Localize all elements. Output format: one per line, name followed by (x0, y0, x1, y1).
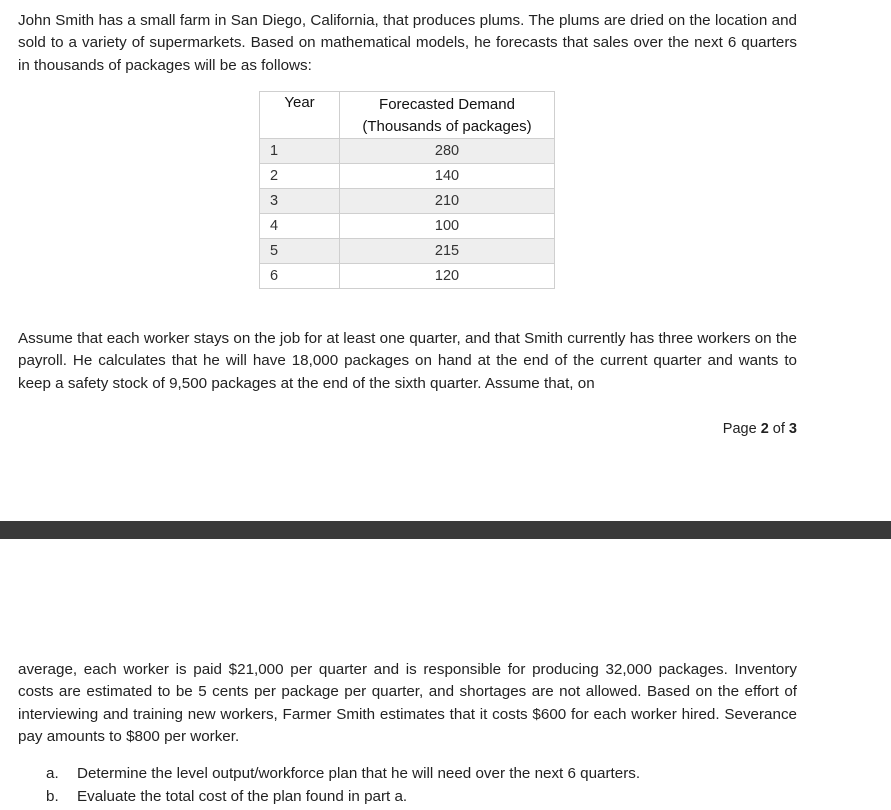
year-cell: 4 (260, 214, 340, 239)
year-cell: 6 (260, 264, 340, 289)
demand-cell: 280 (340, 139, 555, 164)
page-current: 2 (760, 421, 769, 437)
demand-cell: 120 (340, 264, 555, 289)
header-demand-line2: (Thousands of packages) (362, 118, 532, 135)
continuation-paragraph: average, each worker is paid $21,000 per quarter and is responsible for producing 32,000 packages. Inventory costs are estimated to be 5 cents per package per quarter, and shortages are not allowed. Based on the effort of interviewing and training new workers, Farmer Smith estimates that it costs $600 for each worker hired. Severance pay amounts to $800 per worker. (18, 661, 797, 745)
page-total: 3 (788, 421, 797, 437)
year-cell: 5 (260, 239, 340, 264)
document-page-bottom (0, 539, 891, 810)
question-text: Determine the level output/workforce plan that he will need over the next 6 quarters. (77, 765, 641, 782)
table-row (260, 139, 555, 164)
year-cell: 1 (260, 139, 340, 164)
year-cell: 2 (260, 164, 340, 189)
table-row (260, 264, 555, 289)
list-item (46, 763, 806, 786)
demand-cell: 140 (340, 164, 555, 189)
table-row (260, 164, 555, 189)
list-item (46, 786, 806, 809)
list-marker: b. (46, 787, 59, 805)
page-of: of (772, 421, 785, 437)
table-row (260, 214, 555, 239)
list-marker: a. (46, 765, 59, 782)
header-demand-line1: Forecasted Demand (379, 96, 515, 113)
question-list (46, 763, 806, 808)
page-label: Page (722, 421, 757, 437)
table-header-row (260, 92, 555, 139)
demand-cell: 210 (340, 189, 555, 214)
demand-cell: 100 (340, 214, 555, 239)
table-row (260, 239, 555, 264)
header-year: Year (260, 92, 340, 139)
assumptions-paragraph: Assume that each worker stays on the job for at least one quarter, and that Smith currently has three workers on the payroll. He calculates that he will have 18,000 packages on hand at the end of the current quarter and wants to keep a safety stock of 9,500 packages at the end of the sixth quarter. Assume that, on (18, 330, 797, 392)
question-text: Evaluate the total cost of the plan found in part a. (77, 787, 408, 805)
page-separator (0, 521, 891, 539)
forecast-demand-table (259, 91, 555, 289)
year-cell: 3 (260, 189, 340, 214)
demand-cell: 215 (340, 239, 555, 264)
page-number (723, 421, 797, 437)
table-row (260, 189, 555, 214)
header-forecasted-demand (340, 92, 555, 139)
intro-paragraph: John Smith has a small farm in San Diego, California, that produces plums. The plums are dried on the location and sold to a variety of supermarkets. Based on mathematical models, he forecasts that sales over the next 6 quarters in thousands of packages will be as follows: (18, 12, 797, 74)
